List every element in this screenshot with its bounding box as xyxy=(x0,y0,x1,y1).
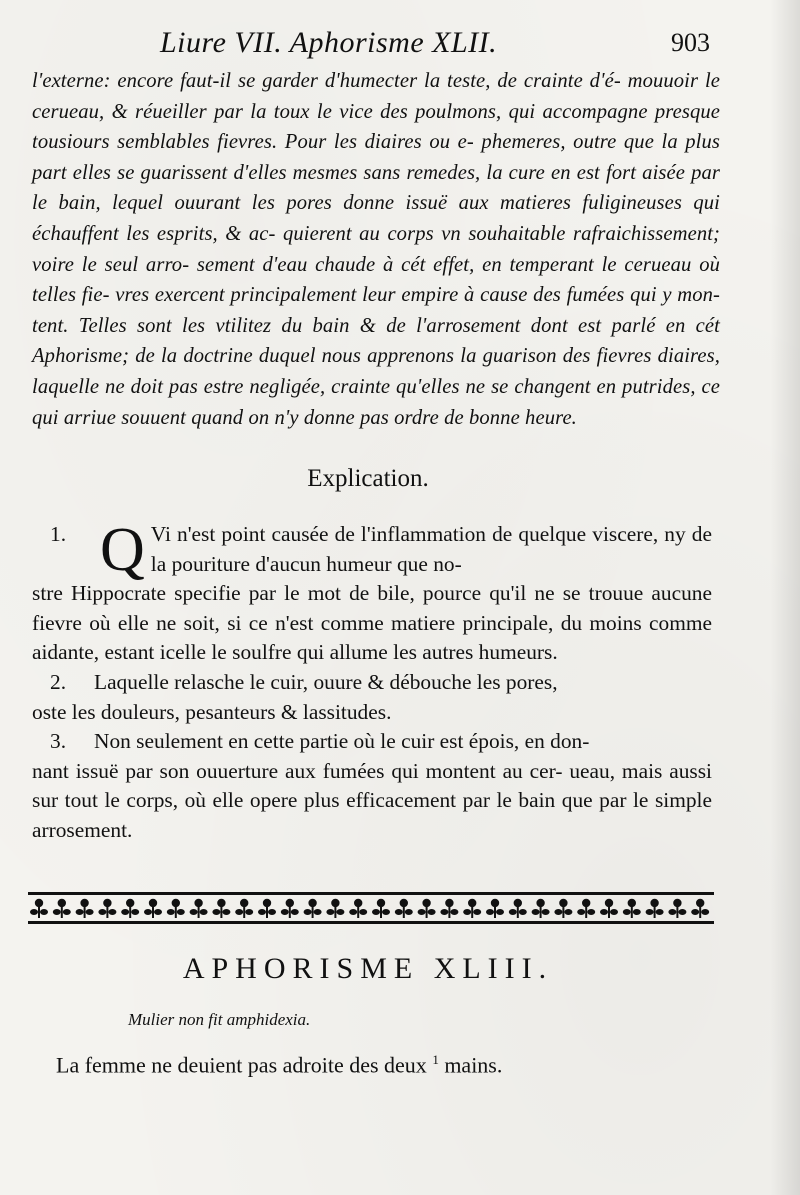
fleuron-icon xyxy=(418,899,436,918)
text-line: fievres diaires, laquelle ne doit pas estre negligée, crainte qu'elles ne xyxy=(32,345,720,398)
text-line: Non seulement en cette partie où le cuir est épois, en don- xyxy=(94,729,590,754)
item-text xyxy=(32,516,712,584)
section-heading-explication: Explication. xyxy=(307,465,429,492)
item-text-continued xyxy=(32,757,712,846)
fleuron-icon xyxy=(554,899,572,918)
text-line: stre Hippocrate specifie par le mot de bile, pource qu'il ne se xyxy=(32,581,581,606)
commentary-paragraph xyxy=(32,66,720,433)
text-line: trouue aucune fievre où elle ne soit, si ce n'est comme matiere xyxy=(32,581,712,635)
fleuron-icon xyxy=(577,899,595,918)
fleuron-icon xyxy=(53,899,71,918)
fleuron-band-icon xyxy=(28,890,714,926)
fleuron-icon xyxy=(668,899,686,918)
item-number: 3. xyxy=(50,729,67,754)
fleuron-icon xyxy=(532,899,550,918)
text-line: l'externe: encore faut-il se garder d'humecter la teste, de crainte d'é- xyxy=(32,70,621,92)
text-line: vres exercent principalement leur empire à cause des fumées qui y mon- xyxy=(115,284,720,307)
text-line: tent. Telles sont les vtilitez du bain & de l'arrosement dont est parlé xyxy=(32,314,656,337)
text-line: viscere, ny de la pouriture d'aucun humeur que no- xyxy=(150,522,712,576)
text-line: quierent au corps vn souhaitable rafraichissement; voire le seul arro- xyxy=(32,222,720,276)
aphorism-latin: Mulier non fit amphidexia. xyxy=(128,1010,311,1029)
text-line: en cét Aphorisme; de la doctrine duquel nous apprenons la guarison des xyxy=(32,314,720,368)
fleuron-icon xyxy=(76,899,94,918)
text-line: Laquelle relasche le cuir, ouure & débouche les pores, xyxy=(94,669,558,694)
fleuron-icon xyxy=(281,899,299,918)
text-line: ordre de bonne heure. xyxy=(394,406,577,429)
item-number: 2. xyxy=(50,669,67,694)
fleuron-icon xyxy=(30,899,48,918)
fleuron-icon xyxy=(440,899,458,918)
drop-cap: Q xyxy=(100,516,145,584)
fleuron-icon xyxy=(349,899,367,918)
fleuron-icon xyxy=(190,899,208,918)
fleuron-icon xyxy=(463,899,481,918)
explication-list xyxy=(32,516,712,846)
fleuron-icon xyxy=(486,899,504,918)
french-text: La femme ne deuient pas adroite des deux xyxy=(56,1052,427,1078)
text-line: Vi n'est point causée de l'inflammation de quelque xyxy=(150,522,587,546)
text-line: par le bain que par le simple arrosement. xyxy=(32,788,712,842)
running-header xyxy=(150,26,710,66)
fleuron-icon xyxy=(691,899,709,918)
fleuron-icon xyxy=(212,899,230,918)
text-line: principale, du moins comme aidante, estant icelle le soulfre qui xyxy=(32,610,712,665)
fleuron-icon xyxy=(144,899,162,918)
french-text-end: mains. xyxy=(444,1052,503,1078)
aphorism-french xyxy=(56,1052,502,1078)
fleuron-icon xyxy=(623,899,641,918)
item-text-continued xyxy=(32,698,712,728)
fleuron-icon xyxy=(646,899,664,918)
text-line: oste les douleurs, pesanteurs & lassitudes. xyxy=(32,699,392,724)
running-title: Liure VII. Aphorisme XLII. xyxy=(160,26,498,59)
fleuron-icon xyxy=(600,899,618,918)
item-text xyxy=(94,727,712,757)
text-line: allume les autres humeurs. xyxy=(329,640,558,665)
text-line: se changent en putrides, ce qui arriue souuent quand on n'y donne pas xyxy=(32,375,720,429)
explication-item-3 xyxy=(32,727,712,845)
fleuron-icon xyxy=(98,899,116,918)
fleuron-icon xyxy=(121,899,139,918)
item-text xyxy=(94,668,712,698)
fleuron-icon xyxy=(235,899,253,918)
text-line: ueau, mais aussi sur tout le corps, où elle opere plus efficacement xyxy=(32,758,712,813)
fleuron-icon xyxy=(326,899,344,918)
footnote-mark: 1 xyxy=(432,1052,439,1067)
fleuron-band-icon xyxy=(28,890,714,926)
text-line: phemeres, outre que la plus part elles se guarissent d'elles mesmes sans xyxy=(32,131,720,184)
fleuron-icon xyxy=(395,899,413,918)
text-line: nant issuë par son ouuerture aux fumées qui montent au cer- xyxy=(32,758,563,783)
explication-item-2 xyxy=(32,668,712,727)
fleuron-icon xyxy=(258,899,276,918)
fleuron-icon xyxy=(372,899,390,918)
explication-item-1 xyxy=(32,516,712,668)
page-gutter-shadow xyxy=(770,0,800,1195)
fleuron-icon xyxy=(167,899,185,918)
item-number: 1. xyxy=(50,522,67,546)
item-text-continued xyxy=(32,579,712,668)
text-line: sement d'eau chaude à cét effet, en temperant le cerueau où telles fie- xyxy=(32,253,720,307)
text-line: remedes, la cure en est fort aisée par le bain, lequel ouurant les pores xyxy=(32,161,720,215)
text-line: donne issuë aux matieres fuligineuses qui échauffent les esprits, & ac- xyxy=(32,192,720,245)
aphorism-title: APHORISME XLIII. xyxy=(182,952,554,985)
fleuron-icon xyxy=(509,899,527,918)
fleuron-icon xyxy=(304,899,322,918)
text-line: mouuoir le cerueau, & réueiller par la toux le vice des poulmons, qui xyxy=(32,70,721,123)
text-line: accompagne presque tousiours semblables fievres. Pour les diaires ou e- xyxy=(32,100,720,154)
page-number: 903 xyxy=(671,28,710,57)
